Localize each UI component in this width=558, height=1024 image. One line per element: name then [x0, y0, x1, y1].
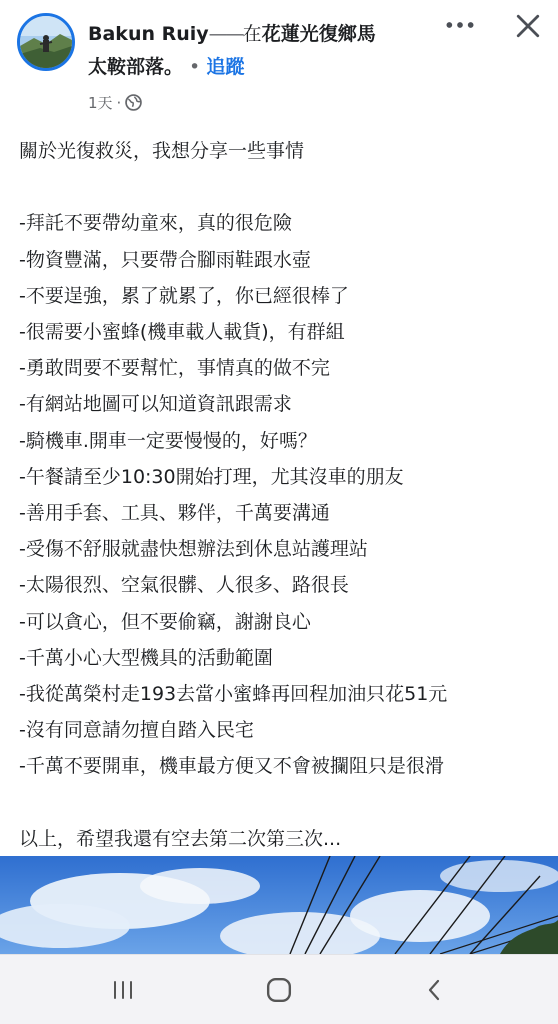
location-prefix: 在 — [242, 23, 262, 45]
close-icon — [515, 13, 541, 39]
photo-image — [0, 856, 558, 954]
post-blank-line — [19, 785, 549, 821]
avatar-image — [20, 16, 72, 68]
recent-apps-button[interactable] — [103, 973, 143, 1007]
more-options-button[interactable] — [442, 12, 478, 38]
follow-button[interactable]: 追蹤 — [206, 56, 245, 78]
post-photo[interactable] — [0, 856, 558, 954]
back-button[interactable] — [415, 973, 455, 1007]
post-bullet-line: -善用手套、工具、夥伴，千萬要溝通 — [19, 502, 330, 525]
post-text — [19, 133, 549, 857]
author-avatar[interactable] — [17, 13, 75, 71]
post-bullet-line: -有網站地圖可以知道資訊跟需求 — [19, 393, 292, 416]
back-icon — [423, 978, 447, 1002]
post-bullet-line: -物資豐滿，只要帶合腳雨鞋跟水壺 — [19, 248, 311, 271]
post-meta — [88, 92, 142, 113]
post-bullet-line: -我從萬榮村走193去當小蜜蜂再回程加油只花51元 — [19, 683, 448, 706]
post-bullet-line: -拜託不要帶幼童來，真的很危險 — [19, 212, 292, 235]
home-button[interactable] — [259, 973, 299, 1007]
post-bullet-line: -勇敢問要不要幫忙，事情真的做不完 — [19, 357, 330, 380]
post-bullet-line: -很需要小蜜蜂(機車載人載貨)，有群組 — [19, 321, 345, 343]
post-intro-line: 關於光復救災，我想分享一些事情 — [19, 140, 305, 162]
post-bullet-line: -太陽很烈、空氣很髒、人很多、路很長 — [19, 574, 349, 597]
post-bullet-line: -不要逞強，累了就累了，你已經很棒了 — [19, 284, 349, 307]
author-line — [88, 18, 428, 84]
close-button[interactable] — [510, 8, 546, 44]
follow-separator: • — [183, 56, 207, 78]
post-bullet-line: -千萬小心大型機具的活動範圍 — [19, 646, 273, 669]
post-time[interactable]: 1天 — [88, 94, 113, 112]
post-bullet-line: -千萬不要開車，機車最方便又不會被攔阻只是很滑 — [19, 755, 444, 778]
location-name-part1[interactable]: 花蓮光復鄉馬 — [261, 23, 376, 45]
system-navigation-bar — [0, 954, 558, 1024]
more-horizontal-icon — [444, 20, 476, 30]
post-bullet-line: -騎機車.開車一定要慢慢的，好嗎？ — [19, 429, 317, 452]
post-bullet-line: -可以貪心，但不要偷竊，謝謝良心 — [19, 610, 311, 633]
meta-separator: · — [116, 93, 122, 112]
author-name[interactable]: Bakun Ruiy — [88, 23, 209, 45]
home-icon — [266, 977, 292, 1003]
post-blank-line — [19, 169, 549, 205]
post-closing-line: 以上，希望我還有空去第二次第三次... — [19, 827, 342, 850]
author-dash: —— — [208, 23, 243, 45]
location-name-part2[interactable]: 太鞍部落。 — [88, 56, 184, 78]
globe-icon — [125, 94, 142, 111]
post-bullet-line: -沒有同意請勿擅自踏入民宅 — [19, 719, 254, 742]
post-header — [0, 0, 558, 125]
post-bullet-line: -午餐請至少10:30開始打理，尤其沒車的朋友 — [19, 465, 404, 488]
post-bullet-line: -受傷不舒服就盡快想辦法到休息站護理站 — [19, 538, 368, 561]
recent-apps-icon — [111, 978, 135, 1002]
